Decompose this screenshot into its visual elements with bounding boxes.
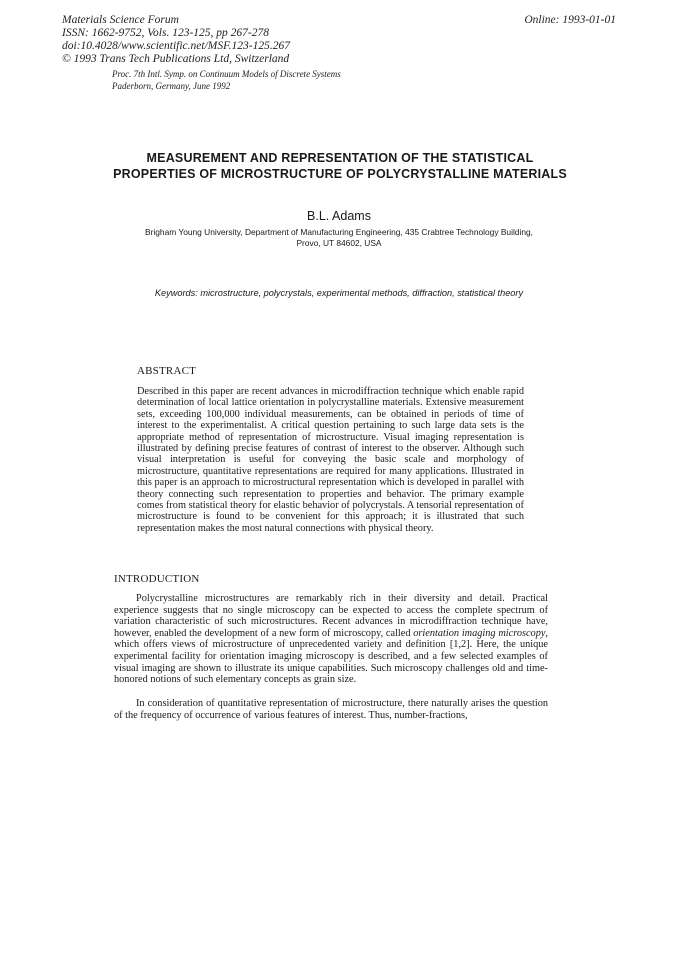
journal-header (62, 14, 290, 66)
affiliation-line-1: Brigham Young University, Department of Manufacturing Engineering, 435 Crabtree Technology Building, (145, 227, 533, 237)
doi-line: doi:10.4028/www.scientific.net/MSF.123-125.267 (62, 40, 290, 52)
intro-p1-emphasis: orientation imaging microscopy (413, 627, 546, 639)
abstract-heading: ABSTRACT (137, 365, 197, 377)
keywords: Keywords: microstructure, polycrystals, experimental methods, diffraction, statistical theory (154, 288, 524, 298)
affiliation (100, 227, 578, 249)
proceedings-line-2: Paderborn, Germany, June 1992 (112, 81, 231, 91)
author-name: B.L. Adams (307, 209, 371, 223)
journal-name: Materials Science Forum (62, 14, 179, 26)
issn-line: ISSN: 1662-9752, Vols. 123-125, pp 267-278 (62, 27, 269, 39)
online-date: Online: 1993-01-01 (524, 14, 616, 26)
introduction-paragraph-1 (114, 593, 548, 686)
abstract-text: Described in this paper are recent advances in microdiffraction technique which enable rapid determination of local lattice orientation in polycrystalline materials. Extensive measurement sets, exceeding 100,000 individual measurements, can be obtained in periods of time of interest to the experimentalist. A critical question pertaining to such large data sets is the appropriate method of representation of microstructure. Visual imaging representation is illustrated by defining precise features of contrast of interest to the observer. Although such visual interpretation is useful for conveying the basic scale and morphology of microstructure, quantitative representations are required for many applications. Illustrated in this paper is an approach to microstructural representation which is developed in parallel with theory connecting such representation to properties and behavior. The primary example comes from statistical theory for elastic behavior of polycrystals. A tensorial representation of microstructure is found to be convenient for this approach; it is illustrated that such representation makes the most natural connections with physical theory. (137, 386, 524, 534)
intro-p1-part-a: Polycrystalline microstructures are remarkably rich in their diversity and detail. Practical experience suggests that no single microscopy can be expected to access the complete spectrum of variation characteristic of such microstructures. Recent advances in microdiffraction technique have, however, enabled the development of a new form of microscopy, called (114, 593, 548, 639)
introduction-heading: INTRODUCTION (114, 573, 200, 585)
affiliation-line-2: Provo, UT 84602, USA (296, 238, 382, 248)
copyright-line: © 1993 Trans Tech Publications Ltd, Switzerland (62, 53, 290, 65)
proceedings-info (112, 68, 341, 92)
intro-p1-part-b: , which offers views of microstructure of unprecedented variety and definition [1,2]. Here, the unique experimental facility for orientation imaging microscopy is described, and a few selected examples of visual imaging are shown to illustrate its unique capabilities. Such microscopy challenges old and time-honored notions of such elementary concepts as grain size. (114, 627, 548, 686)
introduction-paragraph-2: In consideration of quantitative representation of microstructure, there naturally arises the question of the frequency of occurrence of various features of interest. Thus, number-fractions, (114, 698, 548, 721)
paper-title: MEASUREMENT AND REPRESENTATION OF THE STATISTICAL PROPERTIES OF MICROSTRUCTURE OF POLYCRYSTALLINE MATERIALS (113, 151, 567, 181)
proceedings-line-1: Proc. 7th Intl. Symp. on Continuum Models of Discrete Systems (112, 69, 341, 79)
